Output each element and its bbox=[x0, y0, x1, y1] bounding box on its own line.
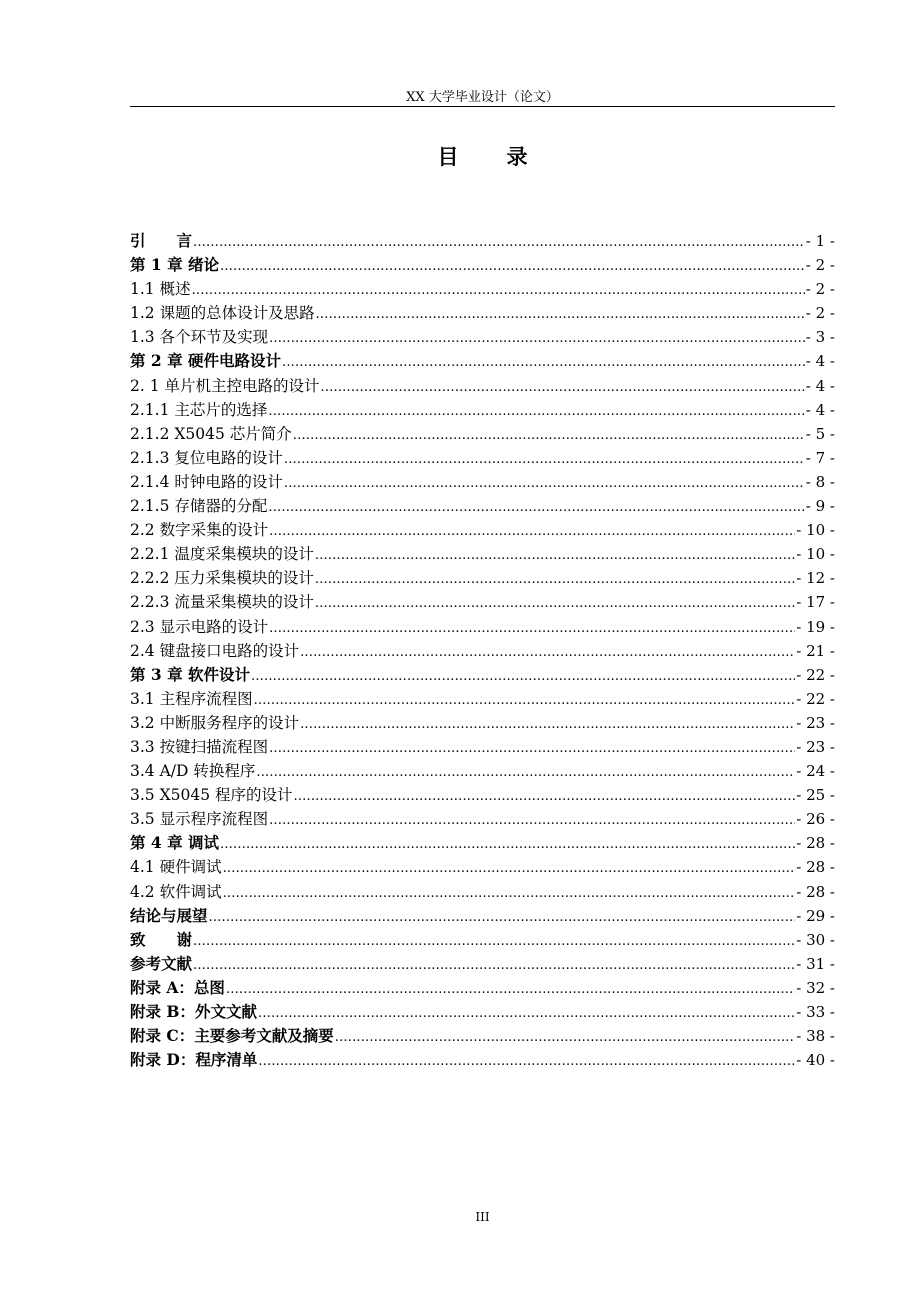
toc-dot-leader bbox=[293, 424, 805, 448]
toc-entry-page: - 4 - bbox=[805, 376, 835, 395]
toc-entry-label: 2.1.2 X5045 芯片简介 bbox=[130, 424, 292, 443]
toc-entry[interactable] bbox=[130, 301, 835, 325]
toc-dot-leader bbox=[294, 785, 796, 809]
toc-entry-page: - 40 - bbox=[796, 1051, 835, 1070]
toc-entry[interactable] bbox=[130, 1024, 835, 1048]
toc-entry-label: 第 3 章 软件设计 bbox=[130, 664, 250, 684]
toc-entry[interactable] bbox=[130, 325, 835, 349]
toc-entry-page: - 23 - bbox=[796, 737, 835, 756]
toc-entry[interactable] bbox=[130, 422, 835, 446]
toc-entry-label: 3.4 A/D 转换程序 bbox=[130, 762, 256, 781]
toc-dot-leader bbox=[268, 400, 804, 424]
toc-dot-leader bbox=[193, 954, 795, 978]
toc-dot-leader bbox=[256, 761, 795, 785]
toc-entry-page: - 25 - bbox=[796, 786, 835, 805]
toc-entry-label: 2.1.1 主芯片的选择 bbox=[130, 400, 268, 419]
toc-entry[interactable] bbox=[130, 374, 835, 398]
toc-entry[interactable] bbox=[130, 349, 835, 373]
toc-entry-label: 3.5 显示程序流程图 bbox=[130, 810, 269, 829]
page-number: III bbox=[475, 1210, 490, 1224]
toc-dot-leader bbox=[269, 809, 795, 833]
toc-entry-page: - 24 - bbox=[796, 762, 835, 781]
toc-dot-leader bbox=[223, 882, 796, 906]
toc-dot-leader bbox=[269, 520, 795, 544]
toc-entry-page: - 3 - bbox=[805, 328, 835, 347]
toc-entry-label: 3.2 中断服务程序的设计 bbox=[130, 713, 300, 732]
toc-entry[interactable] bbox=[130, 615, 835, 639]
toc-dot-leader bbox=[335, 1026, 796, 1050]
toc-entry-page: - 5 - bbox=[805, 424, 835, 443]
toc-entry-label: 结论与展望 bbox=[130, 905, 208, 925]
toc-entry-label: 1.2 课题的总体设计及思路 bbox=[130, 304, 315, 323]
toc-dot-leader bbox=[193, 930, 795, 954]
toc-dot-leader bbox=[268, 496, 804, 520]
toc-dot-leader bbox=[284, 472, 805, 496]
toc-entry[interactable] bbox=[130, 229, 835, 253]
toc-entry-page: - 26 - bbox=[796, 810, 835, 829]
toc-entry[interactable] bbox=[130, 735, 835, 759]
toc-dot-leader bbox=[220, 255, 805, 279]
toc-entry-page: - 22 - bbox=[796, 689, 835, 708]
page-header: XX 大学毕业设计（论文） bbox=[406, 90, 559, 105]
toc-entry-page: - 8 - bbox=[805, 472, 835, 491]
toc-entry-label: 第 1 章 绪论 bbox=[130, 255, 219, 275]
toc-entry[interactable] bbox=[130, 687, 835, 711]
toc-entry-page: - 17 - bbox=[796, 593, 835, 612]
toc-entry-page: - 9 - bbox=[805, 497, 835, 516]
toc-dot-leader bbox=[209, 906, 796, 930]
toc-entry-label: 2.4 键盘接口电路的设计 bbox=[130, 641, 300, 660]
toc-entry-page: - 31 - bbox=[796, 954, 835, 973]
toc-dot-leader bbox=[226, 978, 795, 1002]
toc-entry-page: - 2 - bbox=[805, 304, 835, 323]
toc-dot-leader bbox=[282, 351, 805, 375]
toc-entry[interactable] bbox=[130, 711, 835, 735]
toc-entry-label: 附录 B：外文文献 bbox=[130, 1002, 257, 1021]
toc-entry-label: 2.2.1 温度采集模块的设计 bbox=[130, 545, 314, 564]
toc-entry-label: 引 言 bbox=[130, 231, 193, 250]
toc-dot-leader bbox=[258, 1050, 795, 1074]
toc-entry-label: 2.1.4 时钟电路的设计 bbox=[130, 472, 283, 491]
toc-dot-leader bbox=[315, 544, 795, 568]
toc-entry-page: - 33 - bbox=[796, 1003, 835, 1021]
toc-entry-page: - 4 - bbox=[805, 400, 835, 419]
toc-dot-leader bbox=[220, 833, 795, 857]
toc-entry[interactable] bbox=[130, 446, 835, 470]
toc-entry-page: - 10 - bbox=[796, 545, 835, 564]
toc-entry-page: - 38 - bbox=[796, 1027, 835, 1046]
toc-entry-page: - 12 - bbox=[796, 569, 835, 588]
toc-entry-page: - 1 - bbox=[805, 232, 835, 250]
toc-dot-leader bbox=[321, 376, 805, 400]
toc-entry-label: 附录 C：主要参考文献及摘要 bbox=[130, 1026, 334, 1046]
toc-entry[interactable] bbox=[130, 398, 835, 422]
toc-entry[interactable] bbox=[130, 904, 835, 928]
toc-entry-label: 2.2.3 流量采集模块的设计 bbox=[130, 593, 314, 612]
toc-entry-page: - 21 - bbox=[796, 641, 835, 660]
toc-entry-label: 3.5 X5045 程序的设计 bbox=[130, 786, 293, 805]
toc-entry-label: 附录 D：程序清单 bbox=[130, 1050, 258, 1070]
toc-entry-label: 2.3 显示电路的设计 bbox=[130, 617, 269, 636]
toc-entry-page: - 32 - bbox=[796, 978, 835, 997]
toc-entry-label: 3.1 主程序流程图 bbox=[130, 689, 253, 708]
toc-dot-leader bbox=[192, 279, 805, 303]
toc-entry-page: - 28 - bbox=[796, 882, 835, 901]
toc-dot-leader bbox=[258, 1002, 795, 1026]
toc-entry[interactable] bbox=[130, 783, 835, 807]
toc-dot-leader bbox=[300, 641, 795, 665]
toc-entry[interactable] bbox=[130, 518, 835, 542]
toc-entry-page: - 7 - bbox=[805, 448, 835, 467]
toc-entry[interactable] bbox=[130, 880, 835, 904]
toc-entry-page: - 28 - bbox=[796, 834, 835, 853]
toc-dot-leader bbox=[254, 689, 796, 713]
toc-entry-label: 致 谢 bbox=[130, 929, 193, 949]
toc-entry-page: - 2 - bbox=[805, 256, 835, 275]
toc-entry-label: 1.3 各个环节及实现 bbox=[130, 328, 269, 347]
title-char-1: 目 bbox=[437, 144, 459, 169]
toc-entry-page: - 28 - bbox=[796, 858, 835, 877]
toc-entry[interactable] bbox=[130, 566, 835, 590]
toc-entry[interactable] bbox=[130, 952, 835, 976]
toc-entry-label: 2.2.2 压力采集模块的设计 bbox=[130, 569, 314, 588]
toc-entry-page: - 19 - bbox=[796, 617, 835, 636]
toc-entry-label: 附录 A：总图 bbox=[130, 977, 225, 997]
toc-dot-leader bbox=[315, 568, 795, 592]
header-divider bbox=[130, 106, 835, 107]
toc-entry-label: 2.1.5 存储器的分配 bbox=[130, 497, 268, 516]
toc-entry[interactable] bbox=[130, 639, 835, 663]
toc-entry[interactable] bbox=[130, 855, 835, 879]
toc-entry[interactable] bbox=[130, 807, 835, 831]
page-title bbox=[130, 143, 835, 171]
toc-entry-page: - 23 - bbox=[796, 713, 835, 732]
toc-dot-leader bbox=[284, 448, 805, 472]
toc-entry-page: - 2 - bbox=[805, 280, 835, 299]
toc-entry-label: 2.2 数字采集的设计 bbox=[130, 521, 269, 540]
toc-entry[interactable] bbox=[130, 470, 835, 494]
toc-dot-leader bbox=[223, 857, 796, 881]
title-char-2: 录 bbox=[506, 144, 528, 169]
toc-dot-leader bbox=[193, 231, 805, 255]
toc-entry-page: - 22 - bbox=[796, 665, 835, 684]
toc-dot-leader bbox=[251, 665, 795, 689]
toc-entry-page: - 30 - bbox=[796, 930, 835, 949]
toc-dot-leader bbox=[269, 737, 795, 761]
toc-entry[interactable] bbox=[130, 277, 835, 301]
toc-entry[interactable] bbox=[130, 1000, 835, 1024]
toc-entry[interactable] bbox=[130, 759, 835, 783]
toc-entry-page: - 10 - bbox=[796, 521, 835, 540]
toc-entry[interactable] bbox=[130, 542, 835, 566]
toc-dot-leader bbox=[269, 617, 795, 641]
toc-entry[interactable] bbox=[130, 928, 835, 952]
toc-entry-label: 2.1.3 复位电路的设计 bbox=[130, 448, 283, 467]
toc-entry-page: - 29 - bbox=[796, 906, 835, 925]
toc-entry-label: 参考文献 bbox=[130, 953, 193, 973]
toc-entry[interactable] bbox=[130, 590, 835, 614]
toc-entry[interactable] bbox=[130, 976, 835, 1000]
toc-entry-label: 2. 1 单片机主控电路的设计 bbox=[130, 376, 320, 395]
toc-dot-leader bbox=[315, 592, 795, 616]
toc-entry[interactable] bbox=[130, 253, 835, 277]
toc-dot-leader bbox=[316, 303, 805, 327]
toc-entry-label: 4.2 软件调试 bbox=[130, 882, 222, 901]
toc-dot-leader bbox=[269, 327, 805, 351]
table-of-contents bbox=[130, 229, 835, 1072]
toc-entry-label: 第 2 章 硬件电路设计 bbox=[130, 351, 281, 371]
toc-entry-page: - 4 - bbox=[805, 352, 835, 371]
toc-entry[interactable] bbox=[130, 1048, 835, 1072]
toc-entry-label: 1.1 概述 bbox=[130, 280, 191, 299]
toc-dot-leader bbox=[300, 713, 795, 737]
toc-entry[interactable] bbox=[130, 494, 835, 518]
toc-entry[interactable] bbox=[130, 831, 835, 855]
toc-entry-label: 第 4 章 调试 bbox=[130, 833, 219, 853]
toc-entry-label: 3.3 按键扫描流程图 bbox=[130, 737, 269, 756]
toc-entry[interactable] bbox=[130, 663, 835, 687]
toc-entry-label: 4.1 硬件调试 bbox=[130, 858, 222, 877]
